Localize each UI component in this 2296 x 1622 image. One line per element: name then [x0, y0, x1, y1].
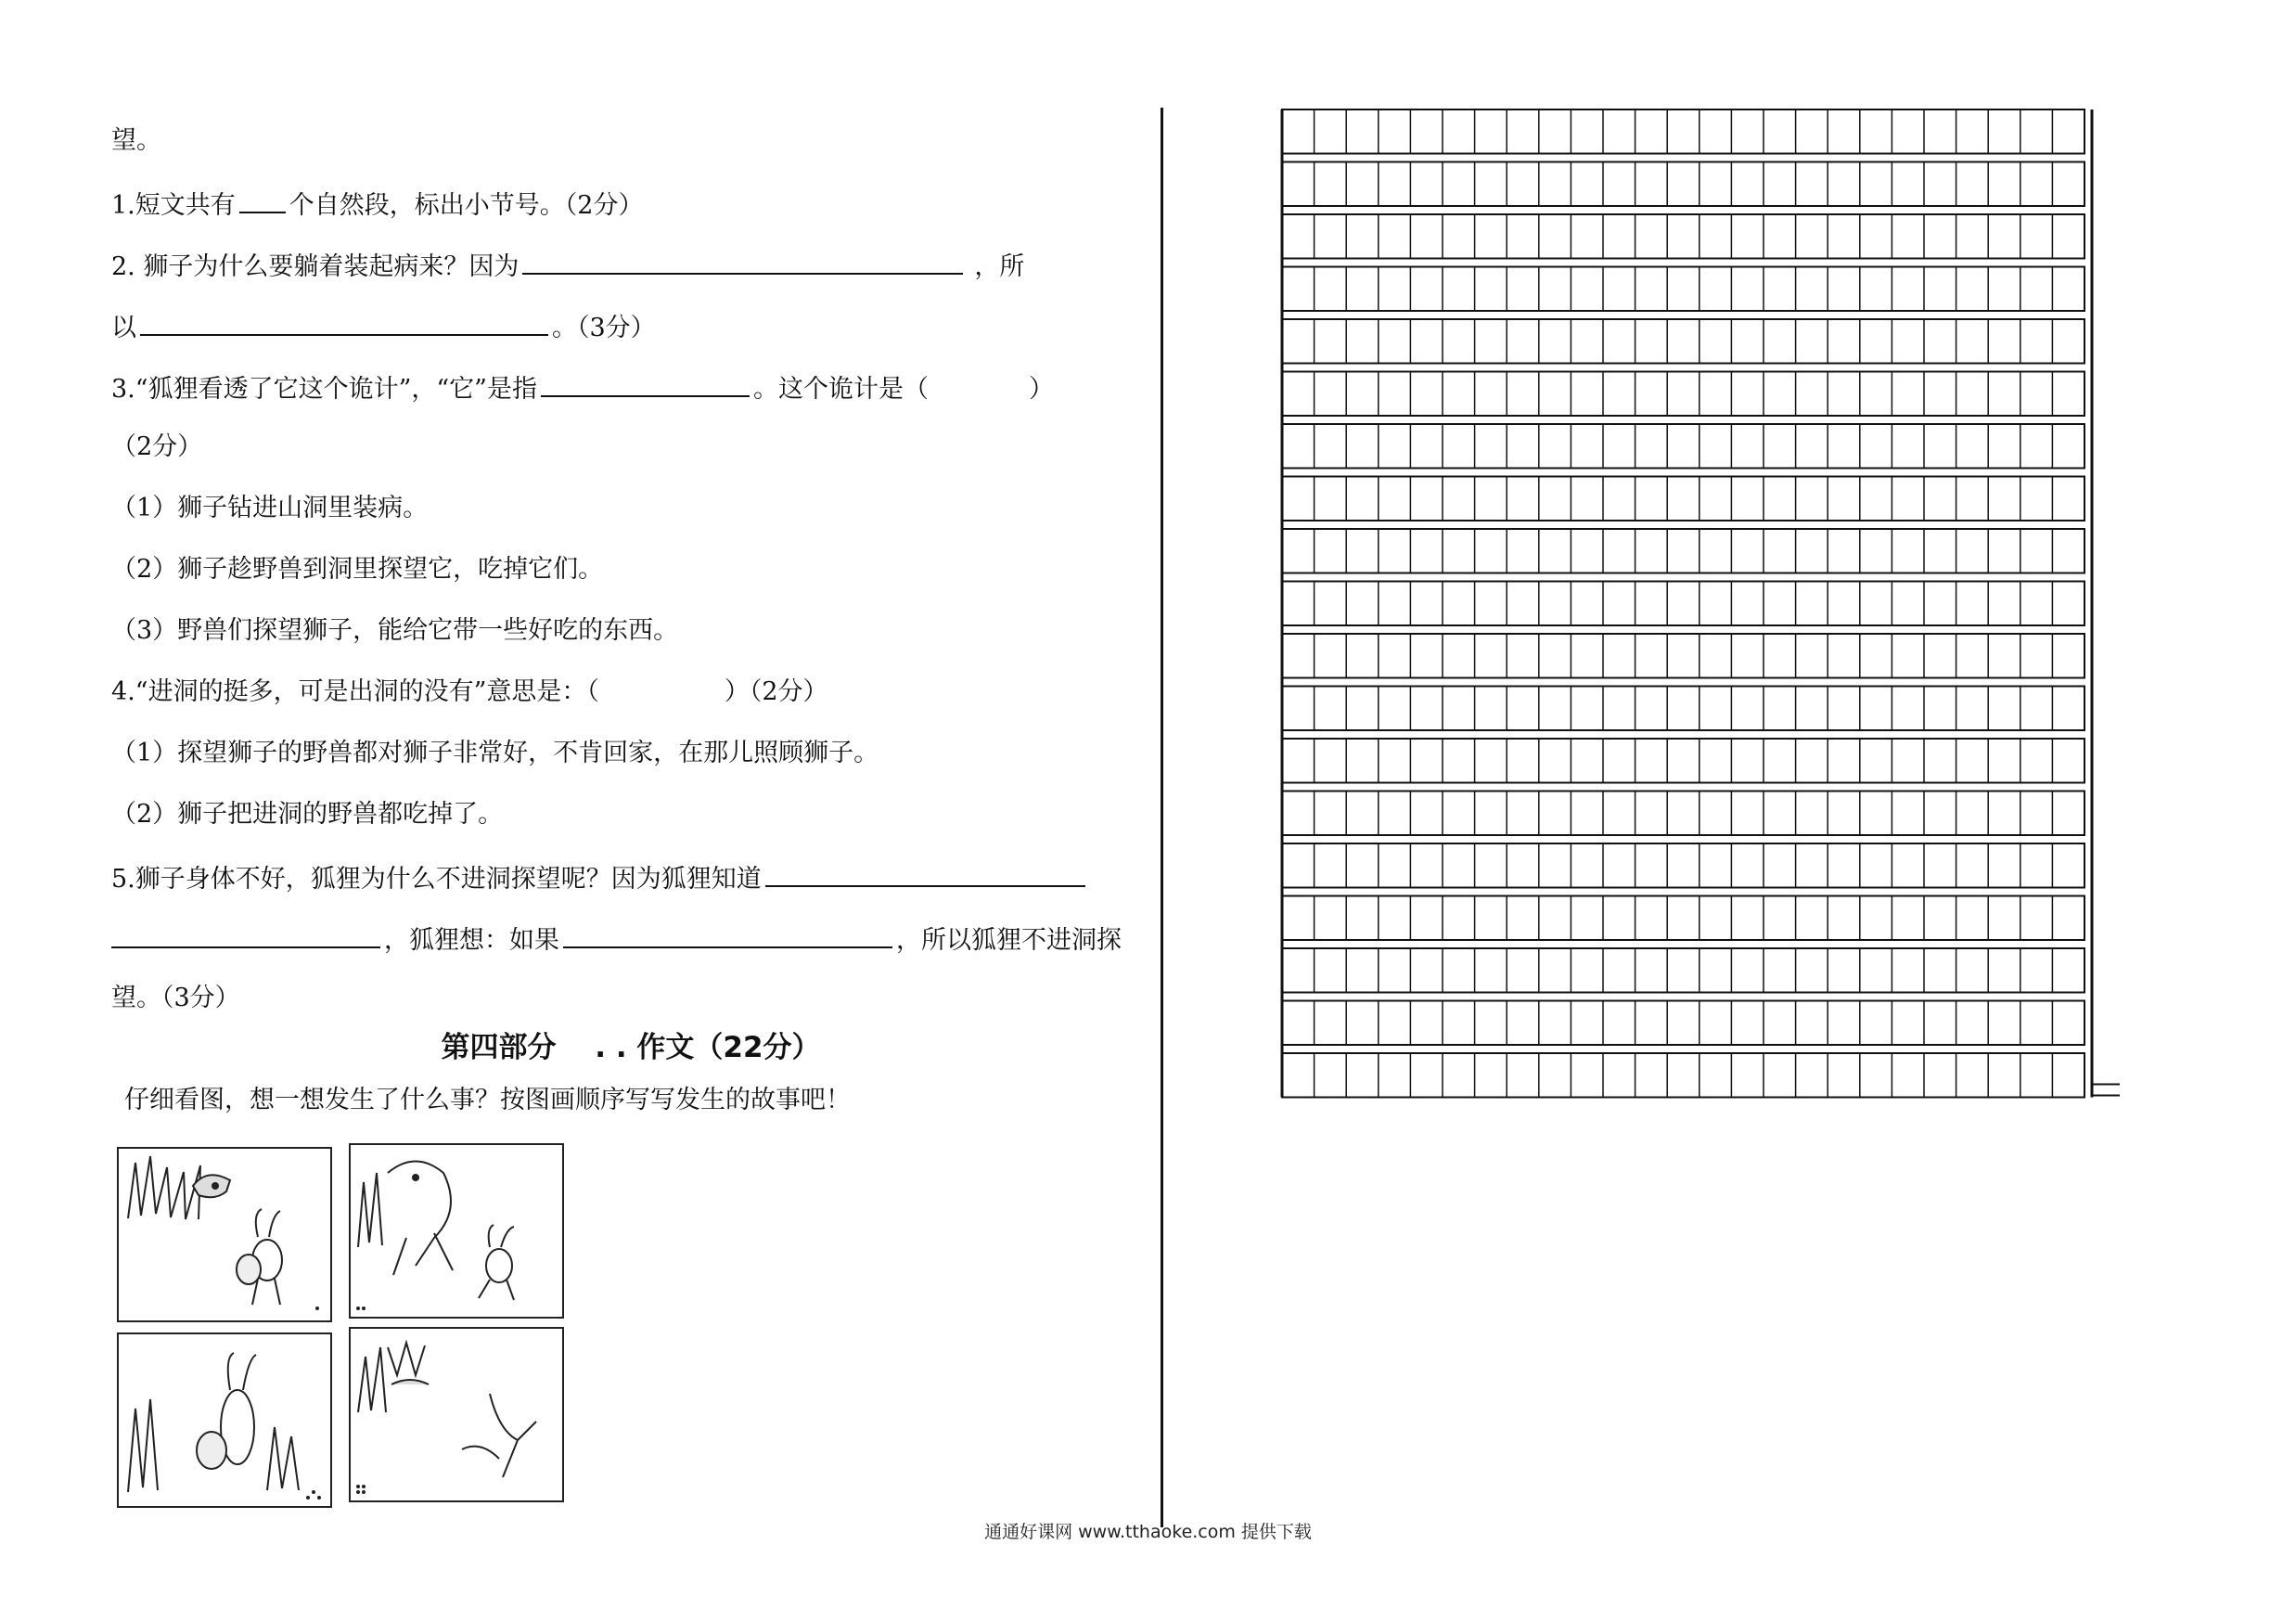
question-2-text-d: 。（3分）: [552, 314, 656, 342]
question-2-text-b: ，所: [974, 252, 1025, 281]
writing-grid-row[interactable]: [1282, 372, 2084, 417]
answer-blank-5c[interactable]: [563, 919, 892, 948]
picture-panel-2: [349, 1143, 564, 1319]
question-1-text-b: 个自然段，标出小节号。（2分）: [289, 191, 644, 220]
question-5-text-b: ，狐狸想：如果: [384, 926, 559, 955]
writing-grid-row[interactable]: [1282, 739, 2084, 783]
wolf-chasing-rabbit-illustration: [351, 1145, 562, 1317]
question-3-option-3: （3）野兽们探望狮子，能给它带一些好吃的东西。: [111, 616, 679, 645]
answer-blank-5a[interactable]: [765, 857, 1085, 887]
writing-grid-row[interactable]: [1282, 214, 2084, 259]
question-4-option-1: （1）探望狮子的野兽都对狮子非常好，不肯回家，在那儿照顾狮子。: [111, 739, 879, 767]
question-4-option-2: （2）狮子把进洞的野兽都吃掉了。: [111, 800, 504, 829]
answer-blank-3[interactable]: [541, 367, 750, 397]
wolf-tangled-rabbit-escaping-illustration: [351, 1329, 562, 1500]
question-2-cont: [111, 306, 656, 347]
rabbit-with-egg-in-grass-illustration: [119, 1334, 330, 1506]
writing-grid-row[interactable]: [1282, 634, 2084, 678]
question-3-text-b: 。这个诡计是（ ）: [752, 375, 1054, 404]
question-1-text-a: 1.短文共有: [111, 191, 236, 220]
writing-grid-row[interactable]: [1282, 843, 2084, 888]
writing-grid-row[interactable]: [1282, 319, 2084, 364]
writing-grid-row[interactable]: [1282, 162, 2084, 207]
writing-grid-row[interactable]: [1282, 948, 2084, 993]
composition-prompt: 仔细看图，想一想发生了什么事？按图画顺序写写发生的故事吧！: [124, 1086, 851, 1114]
question-3-option-2: （2）狮子趁野兽到洞里探望它，吃掉它们。: [111, 555, 604, 584]
question-3: [111, 367, 1054, 408]
question-3-text-a: 3.“狐狸看透了它这个诡计”，“它”是指: [111, 375, 537, 404]
question-2-text-c: 以: [111, 314, 136, 342]
answer-blank-5b[interactable]: [111, 919, 380, 948]
writing-grid-row[interactable]: [1282, 267, 2084, 312]
answer-blank-2b[interactable]: [140, 306, 548, 336]
writing-grid-row[interactable]: [1282, 1001, 2084, 1046]
writing-grid-row[interactable]: [1282, 477, 2084, 521]
writing-grid-row[interactable]: [1282, 896, 2084, 941]
writing-grid-row[interactable]: [1282, 109, 2084, 154]
answer-blank-2a[interactable]: [522, 245, 963, 275]
question-5-cont: [111, 919, 1122, 959]
picture-panel-4: [349, 1327, 564, 1502]
question-3-score: （2分）: [111, 432, 203, 461]
writing-grid-row[interactable]: [1282, 582, 2084, 626]
footer-text: 通通好课网 www.tthaoke.com 提供下载: [984, 1522, 1312, 1542]
writing-grid-row[interactable]: [1282, 792, 2084, 836]
writing-grid-row[interactable]: [1282, 424, 2084, 469]
picture-panel-1: [117, 1147, 332, 1322]
question-1: [111, 184, 643, 225]
question-2: [111, 245, 1024, 286]
page-divider: [1161, 108, 1163, 1527]
answer-blank-1[interactable]: [239, 184, 286, 213]
wolf-hiding-rabbit-walking-illustration: [119, 1149, 330, 1320]
question-5-text-a: 5.狮子身体不好，狐狸为什么不进洞探望呢？因为狐狸知道: [111, 865, 762, 894]
picture-panel-3: [117, 1332, 332, 1508]
writing-grid[interactable]: [1280, 108, 2120, 1128]
text-line-0: 望。: [111, 126, 161, 155]
writing-grid-row[interactable]: [1282, 1053, 2084, 1098]
question-5: [111, 857, 1089, 898]
writing-grid-row[interactable]: [1282, 687, 2084, 731]
writing-grid-row[interactable]: [1282, 529, 2084, 573]
section-4-title: 第四部分 . . 作文（22分）: [441, 1031, 821, 1064]
question-4: 4.“进洞的挺多，可是出洞的没有”意思是：（ ）（2分）: [111, 677, 828, 706]
question-2-text-a: 2. 狮子为什么要躺着装起病来？因为: [111, 252, 519, 281]
question-5-text-c: ，所以狐狸不进洞探: [896, 926, 1122, 955]
question-5-score: 望。（3分）: [111, 984, 240, 1012]
writing-grid-corner-mark: [2092, 1085, 2120, 1096]
question-3-option-1: （1）狮子钻进山洞里装病。: [111, 494, 429, 522]
